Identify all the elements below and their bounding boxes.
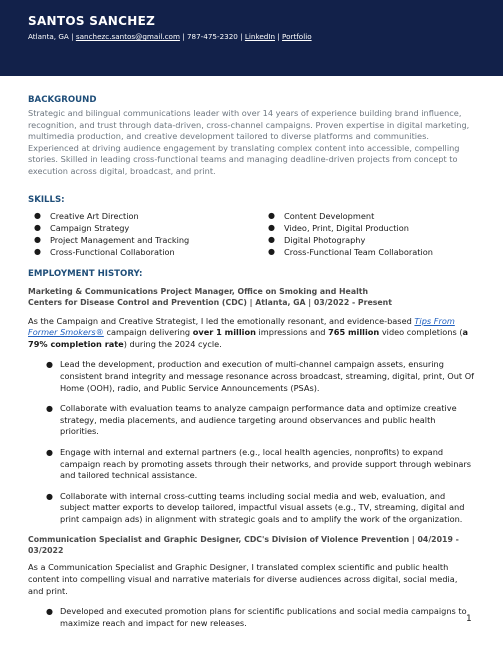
skills-left-column <box>28 210 268 258</box>
job2-title: Communication Specialist and Graphic Designer, CDC's Division of Violence Prevention | 04/2019 - 03/2022 <box>28 535 459 556</box>
background-summary: Strategic and bilingual communications leader with over 14 years of experience building brand influence, recognition, and trust through data-driven, cross-channel campaigns. Proven expertise in digital marketing, multimedia production, and creative development tailored to diverse platforms and communities. Experienced at driving audience engagement by translating complex content into accessible, compelling stories. Skilled in leading cross-functional teams and managing deadline-driven projects from concept to execution across digital, broadcast, and print. <box>28 108 470 176</box>
bullet-icon: ● <box>46 491 53 501</box>
skill-item: ● Content Development <box>268 210 375 221</box>
resume-header <box>0 0 503 76</box>
bullet-icon: ● <box>46 360 53 370</box>
bullet-icon: ● <box>34 246 41 256</box>
location-text: Atlanta, GA | <box>28 32 74 41</box>
phone-text: | 787-475-2320 | <box>182 32 243 41</box>
candidate-name: SANTOS SANCHEZ <box>28 14 156 28</box>
job2-intro: As a Communication Specialist and Graphic Designer, I translated complex scientific and public health content into compelling visual and narrative materials for diverse audiences across digital, social media, and print. <box>28 562 458 596</box>
list-item: ● Developed and executed promotion plans for scientific publications and social media campaigns to maximize reach and impact for new releases. <box>46 606 467 628</box>
employment-heading: EMPLOYMENT HISTORY: <box>28 268 143 279</box>
job1-title-line2: Centers for Disease Control and Prevention (CDC) | Atlanta, GA | 03/2022 - Present <box>28 297 392 307</box>
skill-item: ● Cross-Functional Team Collaboration <box>268 246 433 257</box>
list-item: ● Lead the development, production and execution of multi-channel campaign assets, ensuring consistent brand integrity and message resonance across broadcast, streaming, digital, print, Out Of Home (OOH), radio, and Public Service Announcements (PSAs). <box>46 359 475 393</box>
skills-list <box>28 210 475 258</box>
bullet-icon: ● <box>34 234 41 244</box>
bullet-icon: ● <box>34 210 41 220</box>
skill-item: ● Creative Art Direction <box>34 210 139 221</box>
contact-separator: | <box>277 32 280 41</box>
job2-bullets <box>28 606 475 629</box>
bullet-icon: ● <box>46 447 53 457</box>
skills-right-column <box>268 210 433 258</box>
bullet-icon: ● <box>46 404 53 414</box>
bullet-icon: ● <box>34 222 41 232</box>
job1-intro: As the Campaign and Creative Strategist, I led the emotionally resonant, and evidence-based Tips From Former Smokers® campaign delivering over 1 million impressions and 765 million video completions (a 79% completion rate) during the 2024 cycle. <box>28 315 469 349</box>
list-item: ● Collaborate with internal cross-cutting teams including social media and web, evaluation, and subject matter exports to develop tailored, impactful visual assets (e.g., TV, streaming, digital and print campaign ads) in alignment with strategic goals and to amplify the work of the organization. <box>46 490 465 524</box>
bullet-icon: ● <box>268 222 275 232</box>
page-number: 1 <box>466 614 472 624</box>
campaign-link[interactable]: Tips From Former Smokers® <box>28 315 455 338</box>
linkedin-link[interactable]: LinkedIn <box>244 32 276 41</box>
skill-item: ● Digital Photography <box>268 234 366 245</box>
contact-line <box>28 32 475 41</box>
background-heading: BACKGROUND <box>28 95 97 105</box>
bullet-icon: ● <box>268 234 275 244</box>
email-link[interactable]: sanchezc.santos@gmail.com <box>75 32 180 41</box>
resume-body <box>0 95 503 629</box>
job1-title-line1: Marketing & Communications Project Manager, Office on Smoking and Health <box>28 286 369 296</box>
portfolio-link[interactable]: Portfolio <box>282 32 312 41</box>
skill-item: ● Project Management and Tracking <box>34 234 190 245</box>
bullet-icon: ● <box>46 607 53 617</box>
job1-title <box>28 286 475 308</box>
list-item: ● Engage with internal and external partners (e.g., local health agencies, nonprofits) to expand campaign reach by promoting assets through their networks, and provide support through webinars and tailored technical assistance. <box>46 446 472 481</box>
skill-item: ● Campaign Strategy <box>34 222 130 233</box>
bullet-icon: ● <box>268 246 275 256</box>
list-item: ● Collaborate with evaluation teams to analyze campaign performance data and optimize creative strategy, media placements, and audience targeting around observances and public health priorities. <box>46 403 457 437</box>
skill-item: ● Cross-Functional Collaboration <box>34 246 175 257</box>
skills-heading: SKILLS: <box>28 194 65 205</box>
job1-bullets <box>28 359 475 525</box>
skill-item: ● Video, Print, Digital Production <box>268 222 409 233</box>
bullet-icon: ● <box>268 210 275 220</box>
